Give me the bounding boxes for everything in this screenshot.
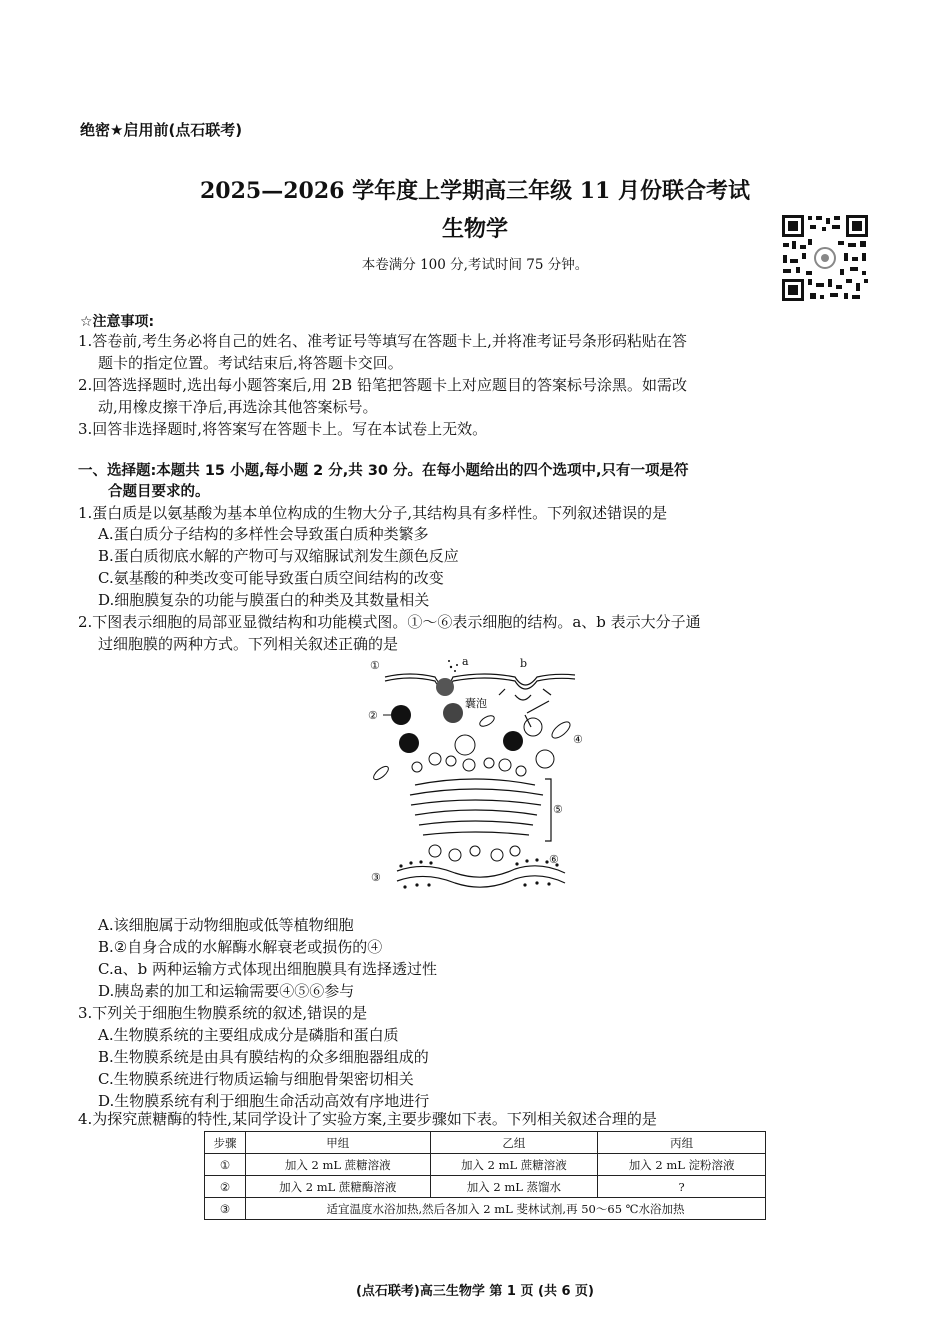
q2-stem-cont: 过细胞膜的两种方式。下列相关叙述正确的是 (98, 635, 399, 653)
section-heading: 一、选择题:本题共 15 小题,每小题 2 分,共 30 分。在每小题给出的四个选项中,只有一项是符 (78, 463, 689, 479)
table-header-cell: 乙组 (430, 1132, 598, 1154)
table-header-cell: 甲组 (246, 1132, 431, 1154)
q2-stem: 2.下图表示细胞的局部亚显微结构和功能模式图。①～⑥表示细胞的结构。a、b 表示大分子通 (78, 613, 701, 631)
q1-option-c: C.氨基酸的种类改变可能导致蛋白质空间结构的改变 (98, 569, 444, 587)
table-cell: 加入 2 mL 蒸馏水 (430, 1176, 598, 1198)
diagram-label-3: ③ (371, 871, 381, 884)
diagram-vesicle (443, 703, 463, 723)
cell-structure-diagram (365, 655, 595, 900)
table-header-cell: 步骤 (205, 1132, 246, 1154)
notice-heading: ☆注意事项: (80, 314, 155, 330)
q2-option-b: B.②自身合成的水解酶水解衰老或损伤的④ (98, 938, 383, 956)
confidential-label: 绝密★启用前(点石联考) (80, 121, 243, 139)
section-heading-cont: 合题目要求的。 (108, 484, 210, 500)
q3-option-d: D.生物膜系统有利于细胞生命活动高效有序地进行 (98, 1092, 430, 1110)
q1-option-d: D.细胞膜复杂的功能与膜蛋白的种类及其数量相关 (98, 591, 430, 609)
diagram-label-2: ② (368, 709, 378, 722)
diagram-golgi (410, 779, 551, 841)
diagram-label-1: ① (370, 659, 380, 672)
diagram-label-a: a (462, 655, 469, 668)
table-cell: 加入 2 mL 蔗糖溶液 (430, 1154, 598, 1176)
diagram-mitochondrion-4 (549, 719, 572, 741)
qr-code-icon (780, 213, 870, 303)
diagram-secretion-vesicle (436, 678, 454, 696)
q1-option-b: B.蛋白质彻底水解的产物可与双缩脲试剂发生颜色反应 (98, 547, 459, 565)
diagram-label-vesicle: 囊泡 (465, 697, 487, 710)
table-row (205, 1154, 766, 1176)
table-cell: ① (205, 1154, 246, 1176)
table-header-row (205, 1132, 766, 1154)
table-row (205, 1176, 766, 1198)
diagram-label-4: ④ (573, 733, 583, 746)
notice-line-2: 题卡的指定位置。考试结束后,将答题卡交回。 (98, 354, 403, 372)
subject-title: 生物学 (441, 216, 508, 242)
q3-option-a: A.生物膜系统的主要组成成分是磷脂和蛋白质 (98, 1026, 399, 1044)
diagram-mitochondrion-small (478, 714, 496, 729)
notice-line-3: 2.回答选择题时,选出每小题答案后,用 2B 铅笔把答题卡上对应题目的答案标号涂黑。如需改 (78, 376, 687, 394)
q3-option-b: B.生物膜系统是由具有膜结构的众多细胞器组成的 (98, 1048, 429, 1066)
score-line: 本卷满分 100 分,考试时间 75 分钟。 (361, 257, 589, 273)
table-cell: 加入 2 mL 蔗糖溶液 (246, 1154, 431, 1176)
diagram-rough-er (397, 866, 565, 887)
page-footer: (点石联考)高三生物学 第 1 页 (共 6 页) (355, 1284, 594, 1299)
notice-line-5: 3.回答非选择题时,将答案写在答题卡上。写在本试卷上无效。 (78, 420, 488, 438)
notice-line-1: 1.答卷前,考生务必将自己的姓名、准考证号等填写在答题卡上,并将准考证号条形码粘贴在答 (78, 332, 687, 350)
table-cell: 适宜温度水浴加热,然后各加入 2 mL 斐林试剂,再 50～65 ℃水浴加热 (246, 1198, 766, 1220)
table-cell: ? (598, 1176, 766, 1198)
q3-stem: 3.下列关于细胞生物膜系统的叙述,错误的是 (78, 1004, 368, 1022)
table-cell: 加入 2 mL 淀粉溶液 (598, 1154, 766, 1176)
diagram-label-b: b (520, 657, 528, 670)
diagram-lysosome-2 (391, 705, 411, 725)
table-cell: ③ (205, 1198, 246, 1220)
q2-option-c: C.a、b 两种运输方式体现出细胞膜具有选择透过性 (98, 960, 438, 978)
q1-stem: 1.蛋白质是以氨基酸为基本单位构成的生物大分子,其结构具有多样性。下列叙述错误的是 (78, 504, 668, 522)
q1-option-a: A.蛋白质分子结构的多样性会导致蛋白质种类繁多 (98, 525, 429, 543)
q2-option-a: A.该细胞属于动物细胞或低等植物细胞 (98, 916, 354, 934)
table-cell: ② (205, 1176, 246, 1198)
diagram-label-5: ⑤ (553, 803, 563, 816)
diagram-label-6: ⑥ (549, 853, 559, 866)
q3-option-c: C.生物膜系统进行物质运输与细胞骨架密切相关 (98, 1070, 414, 1088)
notice-line-4: 动,用橡皮擦干净后,再选涂其他答案标号。 (98, 398, 378, 416)
table-row (205, 1198, 766, 1220)
table-header-cell: 丙组 (598, 1132, 766, 1154)
q4-stem: 4.为探究蔗糖酶的特性,某同学设计了实验方案,主要步骤如下表。下列相关叙述合理的是 (78, 1110, 657, 1128)
q2-option-d: D.胰岛素的加工和运输需要④⑤⑥参与 (98, 982, 355, 1000)
exam-title: 2025—2026 学年度上学期高三年级 11 月份联合考试 (199, 178, 751, 204)
table-cell: 加入 2 mL 蔗糖酶溶液 (246, 1176, 431, 1198)
experiment-table (204, 1131, 766, 1220)
